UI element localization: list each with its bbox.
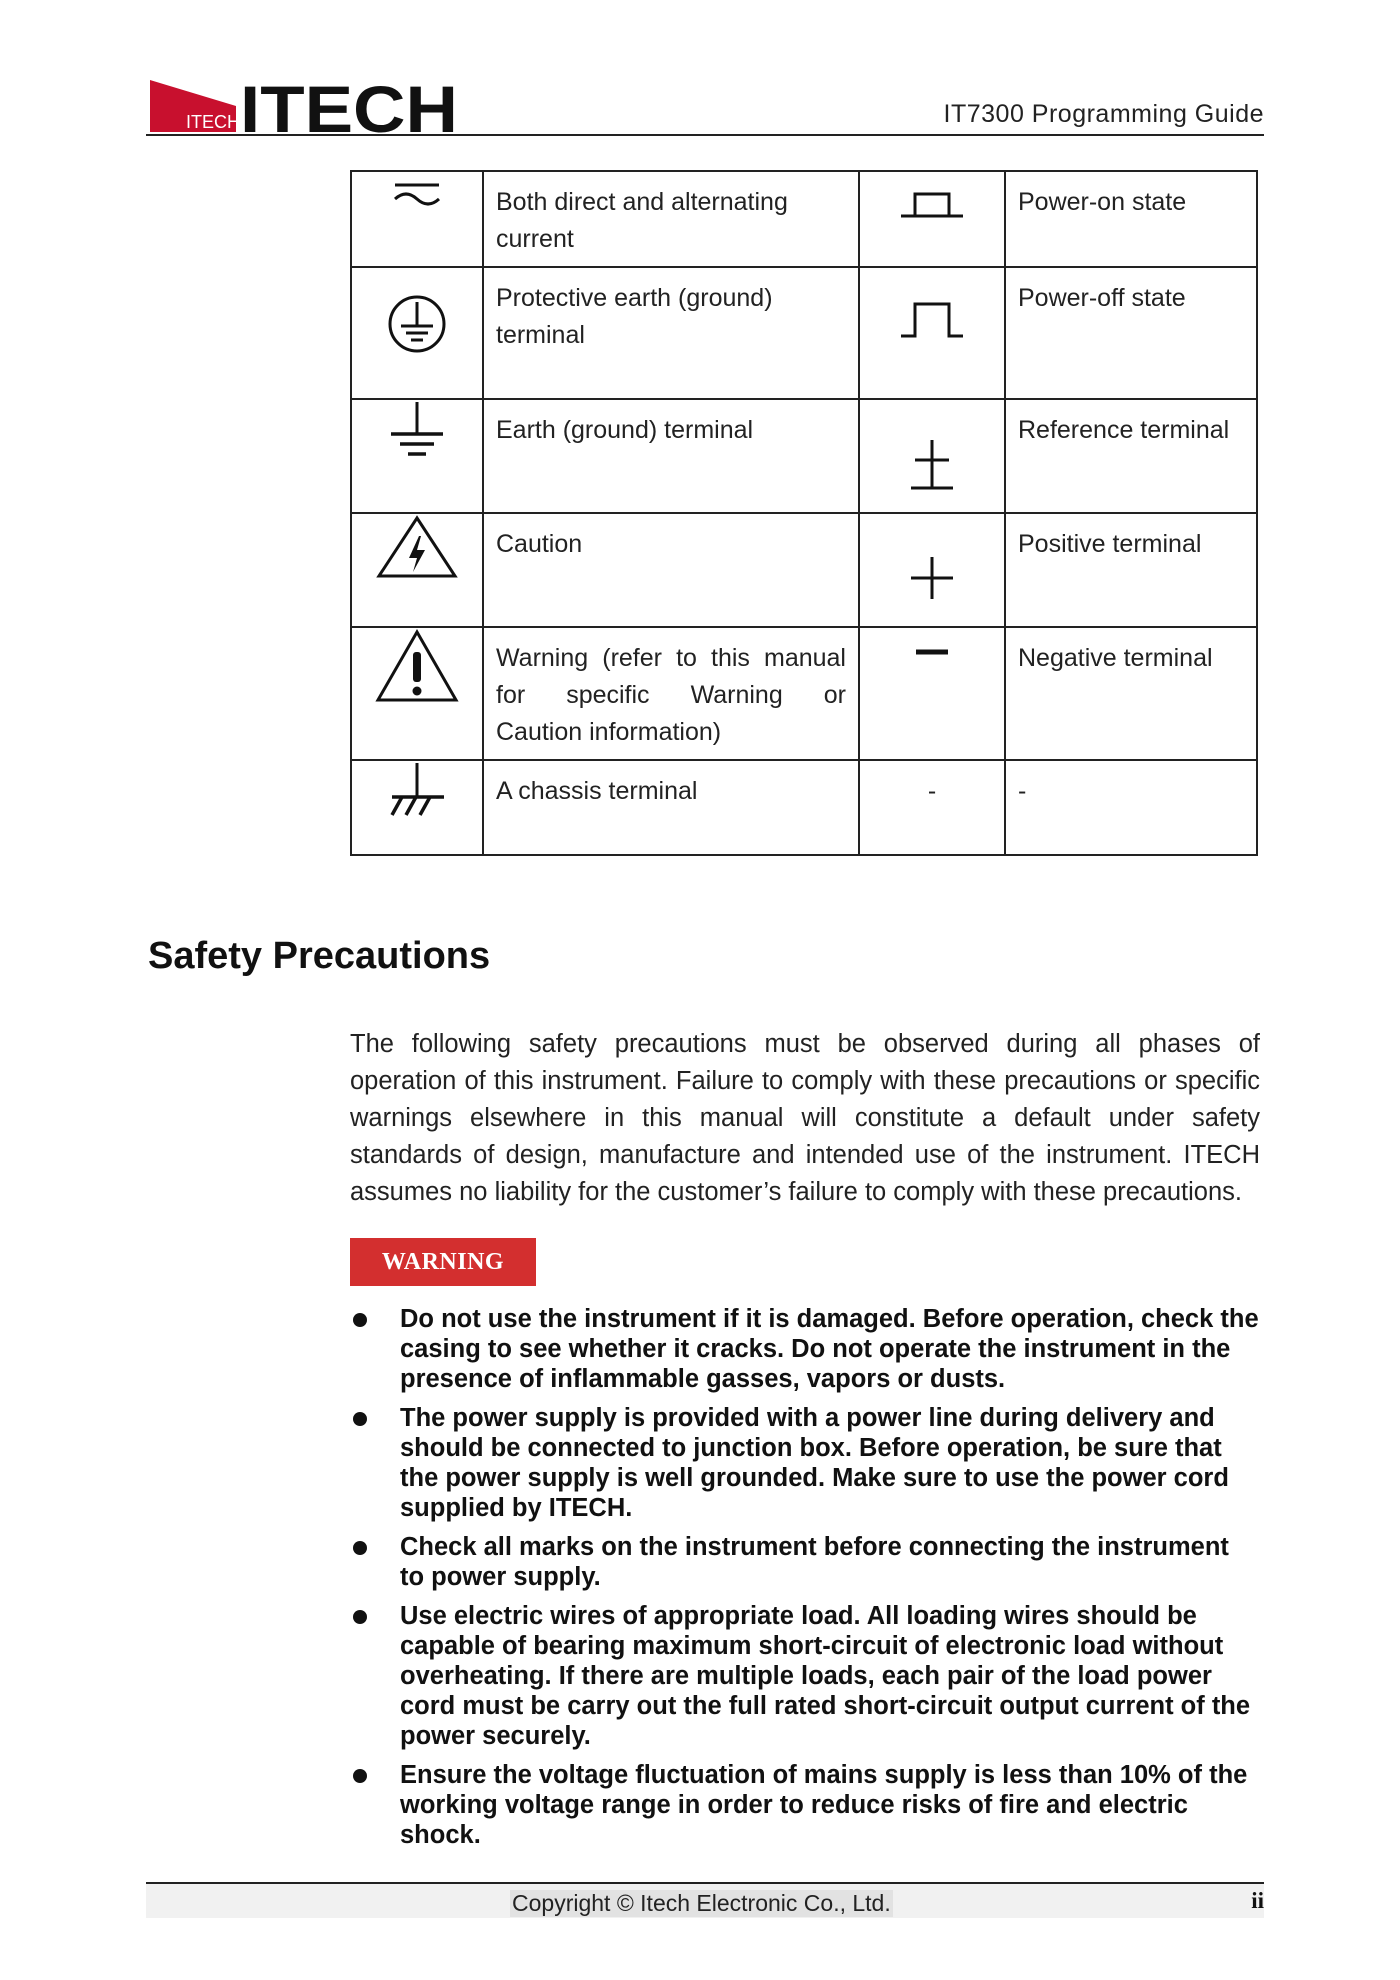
- symbol-description: [483, 627, 859, 760]
- symbol-cell: [859, 399, 1005, 513]
- intro-paragraph: The following safety precautions must be observed during all phases of operation of this instrument. Failure to comply with these precautions or specific warnings elsewhere in this manual will constitute a default under safety standards of design, manufacture and intended use of the instrument. ITECH assumes no liability for the customer’s failure to comply with these precautions.: [350, 1030, 1260, 1206]
- symbol-cell: [351, 267, 483, 399]
- warning-item: [350, 1760, 1260, 1850]
- table-row: [351, 513, 1257, 627]
- warning-item: [350, 1601, 1260, 1751]
- bullet-icon: [353, 1412, 367, 1426]
- symbol-cell: [351, 513, 483, 627]
- symbol-cell: [351, 399, 483, 513]
- symbol-cell: [859, 267, 1005, 399]
- symbol-cell: [351, 760, 483, 855]
- symbol-description: Caution: [483, 513, 859, 627]
- reference-terminal-icon: [907, 438, 957, 494]
- symbol-description: Power-off state: [1005, 267, 1257, 399]
- symbol-cell: [351, 627, 483, 760]
- symbol-description: Protective earth (ground) terminal: [483, 267, 859, 399]
- bullet-icon: [353, 1769, 367, 1783]
- warning-text: Do not use the instrument if it is damaged. Before operation, check the casing to see whether it cracks. Do not operate the instrument in the presence of inflammable gasses, vapors or dusts.: [400, 1305, 1259, 1393]
- symbols-table: [350, 170, 1258, 856]
- caution-shock-icon: [375, 514, 459, 580]
- symbol-description: Negative terminal: [1005, 627, 1257, 760]
- empty-symbol: -: [859, 760, 1005, 855]
- symbol-cell: [351, 171, 483, 267]
- table-row: [351, 760, 1257, 855]
- earth-ground-icon: [387, 400, 447, 460]
- page-footer: [146, 1882, 1264, 1918]
- warning-icon: [374, 628, 460, 704]
- table-row: [351, 171, 1257, 267]
- table-row: [351, 627, 1257, 760]
- minus-icon: [912, 642, 952, 662]
- symbol-description: A chassis terminal: [483, 760, 859, 855]
- symbol-cell: [859, 627, 1005, 760]
- warning-badge: WARNING: [350, 1238, 536, 1286]
- protective-earth-icon: [385, 292, 449, 356]
- table-row: [351, 399, 1257, 513]
- warning-item: [350, 1304, 1260, 1394]
- symbol-cell: [859, 513, 1005, 627]
- symbol-description: Power-on state: [1005, 171, 1257, 267]
- symbol-description: Both direct and alternating current: [483, 171, 859, 267]
- section-title: Safety Precautions: [148, 935, 491, 977]
- warning-text: Ensure the voltage fluctuation of mains supply is less than 10% of the working voltage range in order to reduce risks of fire and electric shock.: [400, 1761, 1248, 1849]
- warning-list: [350, 1304, 1260, 1859]
- symbol-description: -: [1005, 760, 1257, 855]
- logo-badge-text: ITECH: [186, 112, 240, 132]
- bullet-icon: [353, 1610, 367, 1624]
- itech-logo: [150, 76, 460, 134]
- warning-item: [350, 1532, 1260, 1592]
- copyright-text: Copyright © Itech Electronic Co., Ltd.: [512, 1890, 891, 1916]
- symbol-cell: [859, 171, 1005, 267]
- description-line: for specific Warning or: [496, 681, 846, 709]
- bullet-icon: [353, 1541, 367, 1555]
- symbol-description: Earth (ground) terminal: [483, 399, 859, 513]
- description-line: Caution information): [496, 718, 722, 746]
- warning-item: [350, 1403, 1260, 1523]
- page-header: [146, 70, 1264, 136]
- page-number: ii: [1251, 1888, 1264, 1913]
- chassis-terminal-icon: [386, 761, 448, 823]
- warning-text: Use electric wires of appropriate load. All loading wires should be capable of bearing maximum short-circuit of electronic load without overheating. If there are multiple loads, each pair of the load power cord must be carry out the full rated short-circuit output current of the power securely.: [400, 1602, 1251, 1750]
- ac-dc-icon: [387, 172, 447, 212]
- description-line: Warning (refer to this manual: [496, 644, 846, 672]
- symbol-description: Reference terminal: [1005, 399, 1257, 513]
- symbol-description: Positive terminal: [1005, 513, 1257, 627]
- power-on-icon: [897, 182, 967, 226]
- power-off-icon: [897, 296, 967, 346]
- bullet-icon: [353, 1313, 367, 1327]
- warning-text: Check all marks on the instrument before connecting the instrument to power supply.: [400, 1533, 1229, 1591]
- logo-wordmark: ITECH: [240, 76, 458, 134]
- plus-icon: [908, 554, 956, 602]
- table-row: [351, 267, 1257, 399]
- document-title: IT7300 Programming Guide: [943, 100, 1264, 128]
- warning-text: The power supply is provided with a power line during delivery and should be connected to junction box. Before operation, be sure that the power supply is well grounded. Make sure to use the power cord supplied by ITECH.: [400, 1404, 1229, 1522]
